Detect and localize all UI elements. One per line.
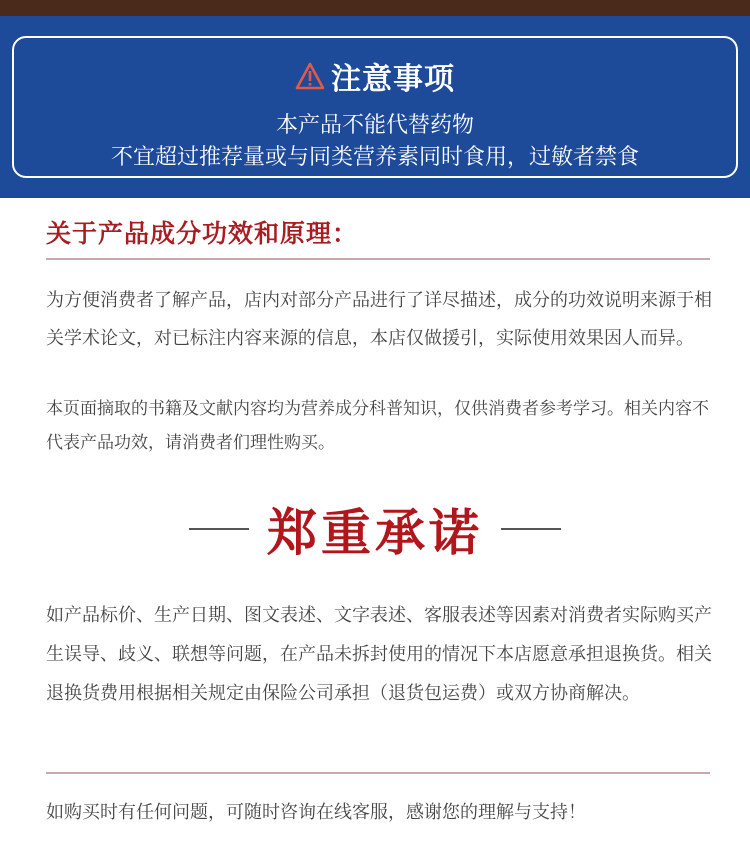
about-paragraph-2: 本页面摘取的书籍及文献内容均为营养成分科普知识，仅供消费者参考学习。相关内容不代表产品功效，请消费者们理性购买。	[46, 399, 709, 453]
promise-dash-left	[189, 528, 249, 530]
notice-frame	[12, 36, 738, 178]
notice-title-row	[14, 54, 736, 98]
divider-bottom	[46, 772, 710, 774]
notice-line-2: 不宜超过推荐量或与同类营养素同时食用，过敏者禁食	[110, 145, 639, 170]
warning-triangle-icon	[295, 62, 325, 90]
top-strip	[0, 0, 750, 16]
notice-line-1: 本产品不能代替药物	[275, 113, 474, 138]
notice-banner	[0, 16, 750, 198]
divider-top	[46, 258, 710, 260]
about-heading: 关于产品成分功效和原理：	[46, 219, 359, 248]
about-paragraph-1: 为方便消费者了解产品，店内对部分产品进行了详尽描述，成分的功效说明来源于相关学术论文，对已标注内容来源的信息，本店仅做援引，实际使用效果因人而异。	[46, 290, 712, 349]
promise-title: 郑重承诺	[267, 504, 483, 562]
promise-paragraph: 如产品标价、生产日期、图文表述、文字表述、客服表述等因素对消费者实际购买产生误导、歧义、联想等问题，在产品未拆封使用的情况下本店愿意承担退换货。相关退换货费用根据相关规定由保险公司承担（退货包运费）或双方协商解决。	[46, 605, 712, 704]
promise-dash-right	[501, 528, 561, 530]
promise-title-row	[0, 494, 750, 564]
notice-title: 注意事项	[331, 62, 455, 97]
footer-text: 如购买时有任何问题，可随时咨询在线客服，感谢您的理解与支持！	[46, 802, 586, 823]
